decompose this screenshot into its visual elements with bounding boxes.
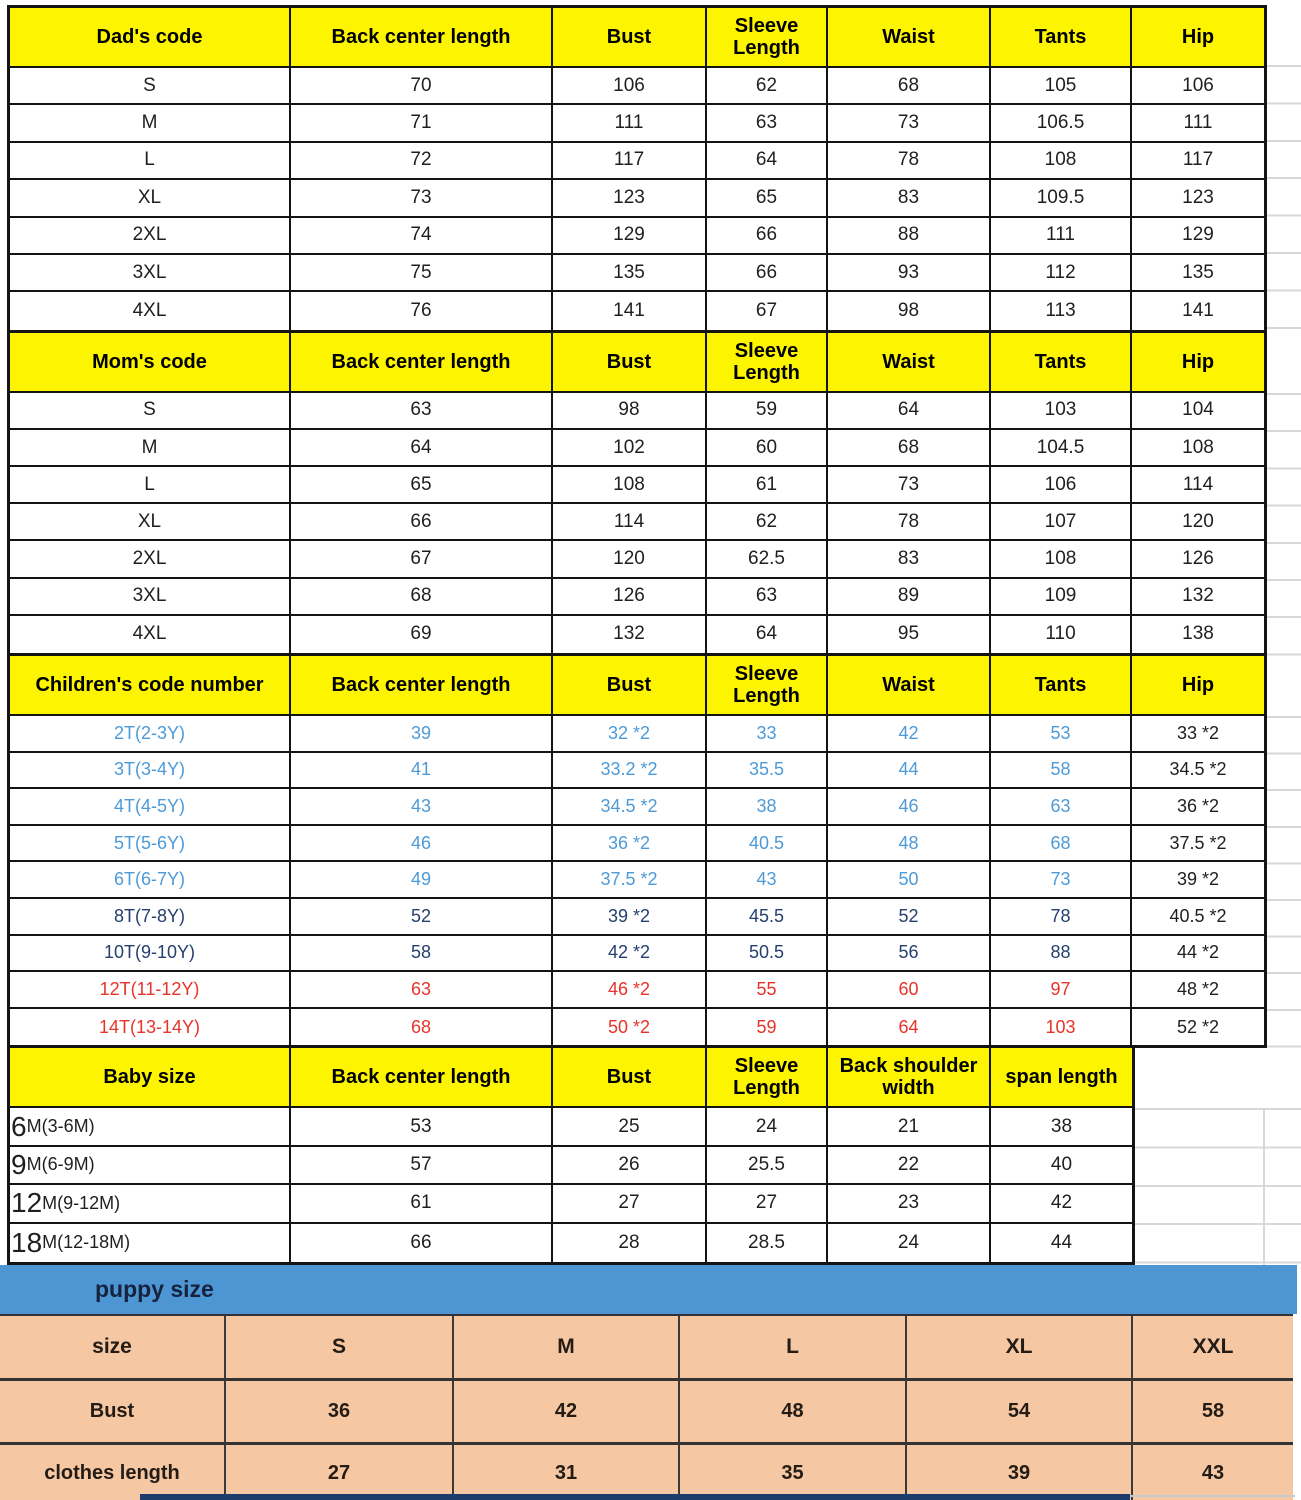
value-cell: 27 <box>553 1185 707 1223</box>
baby-size-table <box>7 1048 1135 1265</box>
value-cell: 126 <box>553 579 707 616</box>
value-cell: 107 <box>991 504 1132 541</box>
value-cell: 135 <box>553 255 707 292</box>
puppy-value-cell: 31 <box>454 1445 680 1500</box>
value-cell: 109.5 <box>991 180 1132 217</box>
row-label-number: 18 <box>11 1226 43 1258</box>
value-cell: 120 <box>1132 504 1264 541</box>
value-cell: 24 <box>707 1108 828 1146</box>
value-cell: 132 <box>553 616 707 653</box>
value-cell: 68 <box>828 68 991 105</box>
row-label <box>10 1185 291 1223</box>
value-cell: 78 <box>991 899 1132 936</box>
value-cell: 78 <box>828 504 991 541</box>
value-cell: 34.5 *2 <box>1132 753 1264 790</box>
column-header: Waist <box>828 656 991 716</box>
value-cell: 104 <box>1132 393 1264 430</box>
value-cell: 56 <box>828 936 991 973</box>
row-label: 3T(3-4Y) <box>10 753 291 790</box>
value-cell: 33 <box>707 716 828 753</box>
bottom-gray-line <box>1130 1495 1295 1497</box>
value-cell: 37.5 *2 <box>1132 826 1264 863</box>
value-cell: 83 <box>828 541 991 578</box>
value-cell: 34.5 *2 <box>553 789 707 826</box>
value-cell: 61 <box>291 1185 553 1223</box>
row-label: 12T(11-12Y) <box>10 972 291 1009</box>
puppy-column-header: S <box>226 1316 454 1381</box>
value-cell: 26 <box>553 1147 707 1185</box>
value-cell: 64 <box>707 143 828 180</box>
value-cell: 57 <box>291 1147 553 1185</box>
row-label: 3XL <box>10 579 291 616</box>
value-cell: 39 <box>291 716 553 753</box>
value-cell: 109 <box>991 579 1132 616</box>
value-cell: 44 *2 <box>1132 936 1264 973</box>
value-cell: 28 <box>553 1224 707 1262</box>
value-cell: 68 <box>828 430 991 467</box>
value-cell: 63 <box>991 789 1132 826</box>
value-cell: 95 <box>828 616 991 653</box>
value-cell: 73 <box>991 862 1132 899</box>
value-cell: 141 <box>553 292 707 329</box>
column-header: Tants <box>991 8 1132 68</box>
value-cell: 117 <box>1132 143 1264 180</box>
value-cell: 23 <box>828 1185 991 1223</box>
value-cell: 129 <box>553 218 707 255</box>
column-header: Sleeve Length <box>707 1048 828 1108</box>
value-cell: 104.5 <box>991 430 1132 467</box>
value-cell: 28.5 <box>707 1224 828 1262</box>
value-cell: 66 <box>291 1224 553 1262</box>
column-header: Hip <box>1132 333 1264 393</box>
value-cell: 39 *2 <box>553 899 707 936</box>
spreadsheet-gridline-strip <box>1135 1108 1301 1265</box>
value-cell: 89 <box>828 579 991 616</box>
column-header: span length <box>991 1048 1132 1108</box>
column-header: Waist <box>828 333 991 393</box>
value-cell: 88 <box>991 936 1132 973</box>
value-cell: 43 <box>707 862 828 899</box>
value-cell: 22 <box>828 1147 991 1185</box>
row-label: L <box>10 143 291 180</box>
value-cell: 52 <box>291 899 553 936</box>
value-cell: 123 <box>553 180 707 217</box>
value-cell: 40 <box>991 1147 1132 1185</box>
value-cell: 64 <box>828 1009 991 1046</box>
value-cell: 111 <box>991 218 1132 255</box>
row-label: M <box>10 430 291 467</box>
column-header: Sleeve Length <box>707 656 828 716</box>
spreadsheet-gridline-strip <box>1267 65 1301 333</box>
row-label: S <box>10 68 291 105</box>
value-cell: 44 <box>828 753 991 790</box>
puppy-column-header: M <box>454 1316 680 1381</box>
row-label: 10T(9-10Y) <box>10 936 291 973</box>
column-header: Bust <box>553 656 707 716</box>
value-cell: 50.5 <box>707 936 828 973</box>
row-label: 4T(4-5Y) <box>10 789 291 826</box>
value-cell: 60 <box>828 972 991 1009</box>
value-cell: 32 *2 <box>553 716 707 753</box>
row-label <box>10 1224 291 1262</box>
value-cell: 74 <box>291 218 553 255</box>
column-header: Bust <box>553 333 707 393</box>
value-cell: 36 *2 <box>1132 789 1264 826</box>
value-cell: 63 <box>291 393 553 430</box>
value-cell: 106 <box>991 467 1132 504</box>
row-label <box>10 1147 291 1185</box>
value-cell: 108 <box>991 541 1132 578</box>
value-cell: 72 <box>291 143 553 180</box>
value-cell: 126 <box>1132 541 1264 578</box>
value-cell: 50 <box>828 862 991 899</box>
puppy-value-cell: 54 <box>907 1381 1133 1445</box>
puppy-value-cell: 36 <box>226 1381 454 1445</box>
value-cell: 69 <box>291 616 553 653</box>
value-cell: 106 <box>1132 68 1264 105</box>
row-label: 3XL <box>10 255 291 292</box>
value-cell: 37.5 *2 <box>553 862 707 899</box>
value-cell: 138 <box>1182 623 1214 645</box>
value-cell: 33.2 *2 <box>553 753 707 790</box>
value-cell: 111 <box>1132 105 1264 142</box>
column-header: Tants <box>991 656 1132 716</box>
value-cell: 65 <box>291 467 553 504</box>
bottom-navy-strip <box>140 1494 1130 1500</box>
value-cell: 21 <box>828 1108 991 1146</box>
value-cell: 58 <box>291 936 553 973</box>
value-cell: 50 *2 <box>553 1009 707 1046</box>
value-cell: 59 <box>707 393 828 430</box>
value-cell: 62.5 <box>707 541 828 578</box>
column-header: Back center length <box>291 1048 553 1108</box>
row-label: 4XL <box>10 292 291 329</box>
value-cell: 129 <box>1132 218 1264 255</box>
value-cell: 53 <box>291 1108 553 1146</box>
value-cell: 112 <box>991 255 1132 292</box>
value-cell: 73 <box>291 180 553 217</box>
puppy-size-table <box>0 1314 1293 1500</box>
row-label: 14T(13-14Y) <box>10 1009 291 1046</box>
value-cell: 97 <box>991 972 1132 1009</box>
value-cell: 42 <box>991 1185 1132 1223</box>
section-puppy <box>0 1314 1293 1500</box>
column-header: Sleeve Length <box>707 8 828 68</box>
puppy-value-cell: 58 <box>1133 1381 1293 1445</box>
value-cell: 106 <box>553 68 707 105</box>
value-cell: 65 <box>707 180 828 217</box>
spreadsheet-gridline-strip <box>1267 393 1301 656</box>
value-cell: 63 <box>291 972 553 1009</box>
row-label-suffix: M(3-6M) <box>26 1116 95 1137</box>
value-cell: 40.5 *2 <box>1132 899 1264 936</box>
value-cell: 60 <box>707 430 828 467</box>
value-cell: 62 <box>707 68 828 105</box>
column-header: Dad's code <box>10 8 291 68</box>
mom-size-table <box>7 333 1267 656</box>
value-cell: 132 <box>1132 579 1264 616</box>
value-cell: 46 <box>828 789 991 826</box>
value-cell: 49 <box>291 862 553 899</box>
value-cell: 48 *2 <box>1132 972 1264 1009</box>
value-cell: 108 <box>991 143 1132 180</box>
value-cell: 108 <box>553 467 707 504</box>
value-cell: 40.5 <box>707 826 828 863</box>
row-label: 6T(6-7Y) <box>10 862 291 899</box>
value-cell: 71 <box>291 105 553 142</box>
column-header: Baby size <box>10 1048 291 1108</box>
row-label: M <box>10 105 291 142</box>
value-cell: 78 <box>828 143 991 180</box>
row-label-number: 12 <box>11 1187 43 1219</box>
value-cell: 73 <box>828 105 991 142</box>
row-label-number: 6 <box>11 1110 27 1142</box>
value-cell: 66 <box>707 255 828 292</box>
value-cell: 43 <box>291 789 553 826</box>
row-label-suffix: M(6-9M) <box>26 1154 95 1175</box>
value-cell: 98 <box>828 292 991 329</box>
section-dad <box>7 5 1267 333</box>
puppy-column-header: XXL <box>1133 1316 1293 1381</box>
puppy-column-header: size <box>0 1316 226 1381</box>
value-cell: 66 <box>707 218 828 255</box>
row-label: L <box>10 467 291 504</box>
value-cell: 48 <box>828 826 991 863</box>
puppy-row-label: Bust <box>0 1381 226 1445</box>
value-cell: 61 <box>707 467 828 504</box>
value-cell: 33 *2 <box>1132 716 1264 753</box>
puppy-column-header: L <box>680 1316 907 1381</box>
value-cell: 105 <box>991 68 1132 105</box>
value-cell: 120 <box>553 541 707 578</box>
value-cell: 52 *2 <box>1176 1016 1220 1037</box>
row-label: 2XL <box>10 541 291 578</box>
section-baby <box>7 1048 1135 1265</box>
puppy-size-banner <box>0 1265 1297 1314</box>
row-label: XL <box>10 180 291 217</box>
value-cell: 135 <box>1132 255 1264 292</box>
value-cell: 25.5 <box>707 1147 828 1185</box>
value-cell: 117 <box>553 143 707 180</box>
value-cell: 52 <box>828 899 991 936</box>
value-cell: 108 <box>1132 430 1264 467</box>
value-cell: 55 <box>707 972 828 1009</box>
puppy-value-cell: 35 <box>680 1445 907 1500</box>
value-cell: 67 <box>291 541 553 578</box>
row-label: 5T(5-6Y) <box>10 826 291 863</box>
value-cell: 70 <box>291 68 553 105</box>
value-cell: 113 <box>991 292 1132 329</box>
value-cell: 64 <box>828 393 991 430</box>
value-cell: 88 <box>828 218 991 255</box>
value-cell: 75 <box>291 255 553 292</box>
row-label-suffix: M(9-12M) <box>42 1192 121 1213</box>
value-cell: 64 <box>291 430 553 467</box>
value-cell: 41 <box>291 753 553 790</box>
column-header: Hip <box>1132 656 1264 716</box>
value-cell: 114 <box>553 504 707 541</box>
column-header: Sleeve Length <box>707 333 828 393</box>
puppy-size-title: puppy size <box>95 1275 214 1302</box>
value-cell: 25 <box>553 1108 707 1146</box>
puppy-value-cell: 42 <box>454 1381 680 1445</box>
value-cell: 110 <box>991 616 1132 653</box>
value-cell: 83 <box>828 180 991 217</box>
row-label: 2T(2-3Y) <box>10 716 291 753</box>
section-children <box>7 656 1267 1048</box>
row-label: 8T(7-8Y) <box>10 899 291 936</box>
row-label: 4XL <box>10 616 291 653</box>
puppy-value-cell: 27 <box>226 1445 454 1500</box>
value-cell: 93 <box>828 255 991 292</box>
row-label: XL <box>10 504 291 541</box>
value-cell: 123 <box>1132 180 1264 217</box>
value-cell: 76 <box>291 292 553 329</box>
value-cell: 62 <box>707 504 828 541</box>
value-cell: 53 <box>991 716 1132 753</box>
row-label <box>10 1108 291 1146</box>
value-cell: 36 *2 <box>553 826 707 863</box>
value-cell: 68 <box>291 579 553 616</box>
value-cell: 45.5 <box>707 899 828 936</box>
column-header: Hip <box>1132 8 1264 68</box>
column-header: Back center length <box>291 333 553 393</box>
value-cell: 73 <box>828 467 991 504</box>
value-cell: 46 <box>291 826 553 863</box>
puppy-value-cell: 48 <box>680 1381 907 1445</box>
value-cell: 98 <box>553 393 707 430</box>
value-cell: 59 <box>707 1009 828 1046</box>
row-label-number: 9 <box>11 1148 27 1180</box>
value-cell: 66 <box>291 504 553 541</box>
value-cell: 42 *2 <box>553 936 707 973</box>
column-header: Mom's code <box>10 333 291 393</box>
row-label: 2XL <box>10 218 291 255</box>
section-mom <box>7 333 1267 656</box>
value-cell: 42 <box>828 716 991 753</box>
value-cell: 103 <box>991 1009 1132 1046</box>
column-header: Bust <box>553 8 707 68</box>
column-header: Back shoulder width <box>828 1048 991 1108</box>
value-cell: 24 <box>828 1224 991 1262</box>
value-cell: 64 <box>707 616 828 653</box>
value-cell: 106.5 <box>991 105 1132 142</box>
column-header: Waist <box>828 8 991 68</box>
spreadsheet-gridline-strip <box>1267 716 1301 1048</box>
row-label-suffix: M(12-18M) <box>42 1232 131 1253</box>
value-cell: 44 <box>1050 1231 1073 1253</box>
value-cell: 39 *2 <box>1132 862 1264 899</box>
value-cell: 46 *2 <box>553 972 707 1009</box>
value-cell: 102 <box>553 430 707 467</box>
puppy-row-label: clothes length <box>0 1445 226 1500</box>
value-cell: 141 <box>1182 300 1214 322</box>
puppy-value-cell: 39 <box>907 1445 1133 1500</box>
value-cell: 103 <box>991 393 1132 430</box>
value-cell: 58 <box>991 753 1132 790</box>
value-cell: 111 <box>553 105 707 142</box>
value-cell: 67 <box>707 292 828 329</box>
value-cell: 114 <box>1132 467 1264 504</box>
value-cell: 38 <box>707 789 828 826</box>
value-cell: 27 <box>707 1185 828 1223</box>
value-cell: 35.5 <box>707 753 828 790</box>
puppy-value-cell: 43 <box>1133 1445 1293 1500</box>
column-header: Tants <box>991 333 1132 393</box>
value-cell: 63 <box>707 579 828 616</box>
children-size-table <box>7 656 1267 1048</box>
column-header: Children's code number <box>10 656 291 716</box>
puppy-column-header: XL <box>907 1316 1133 1381</box>
column-header: Back center length <box>291 656 553 716</box>
row-label: S <box>10 393 291 430</box>
value-cell: 68 <box>291 1009 553 1046</box>
dad-size-table <box>7 5 1267 333</box>
value-cell: 63 <box>707 105 828 142</box>
column-header: Bust <box>553 1048 707 1108</box>
column-header: Back center length <box>291 8 553 68</box>
value-cell: 68 <box>991 826 1132 863</box>
value-cell: 38 <box>991 1108 1132 1146</box>
